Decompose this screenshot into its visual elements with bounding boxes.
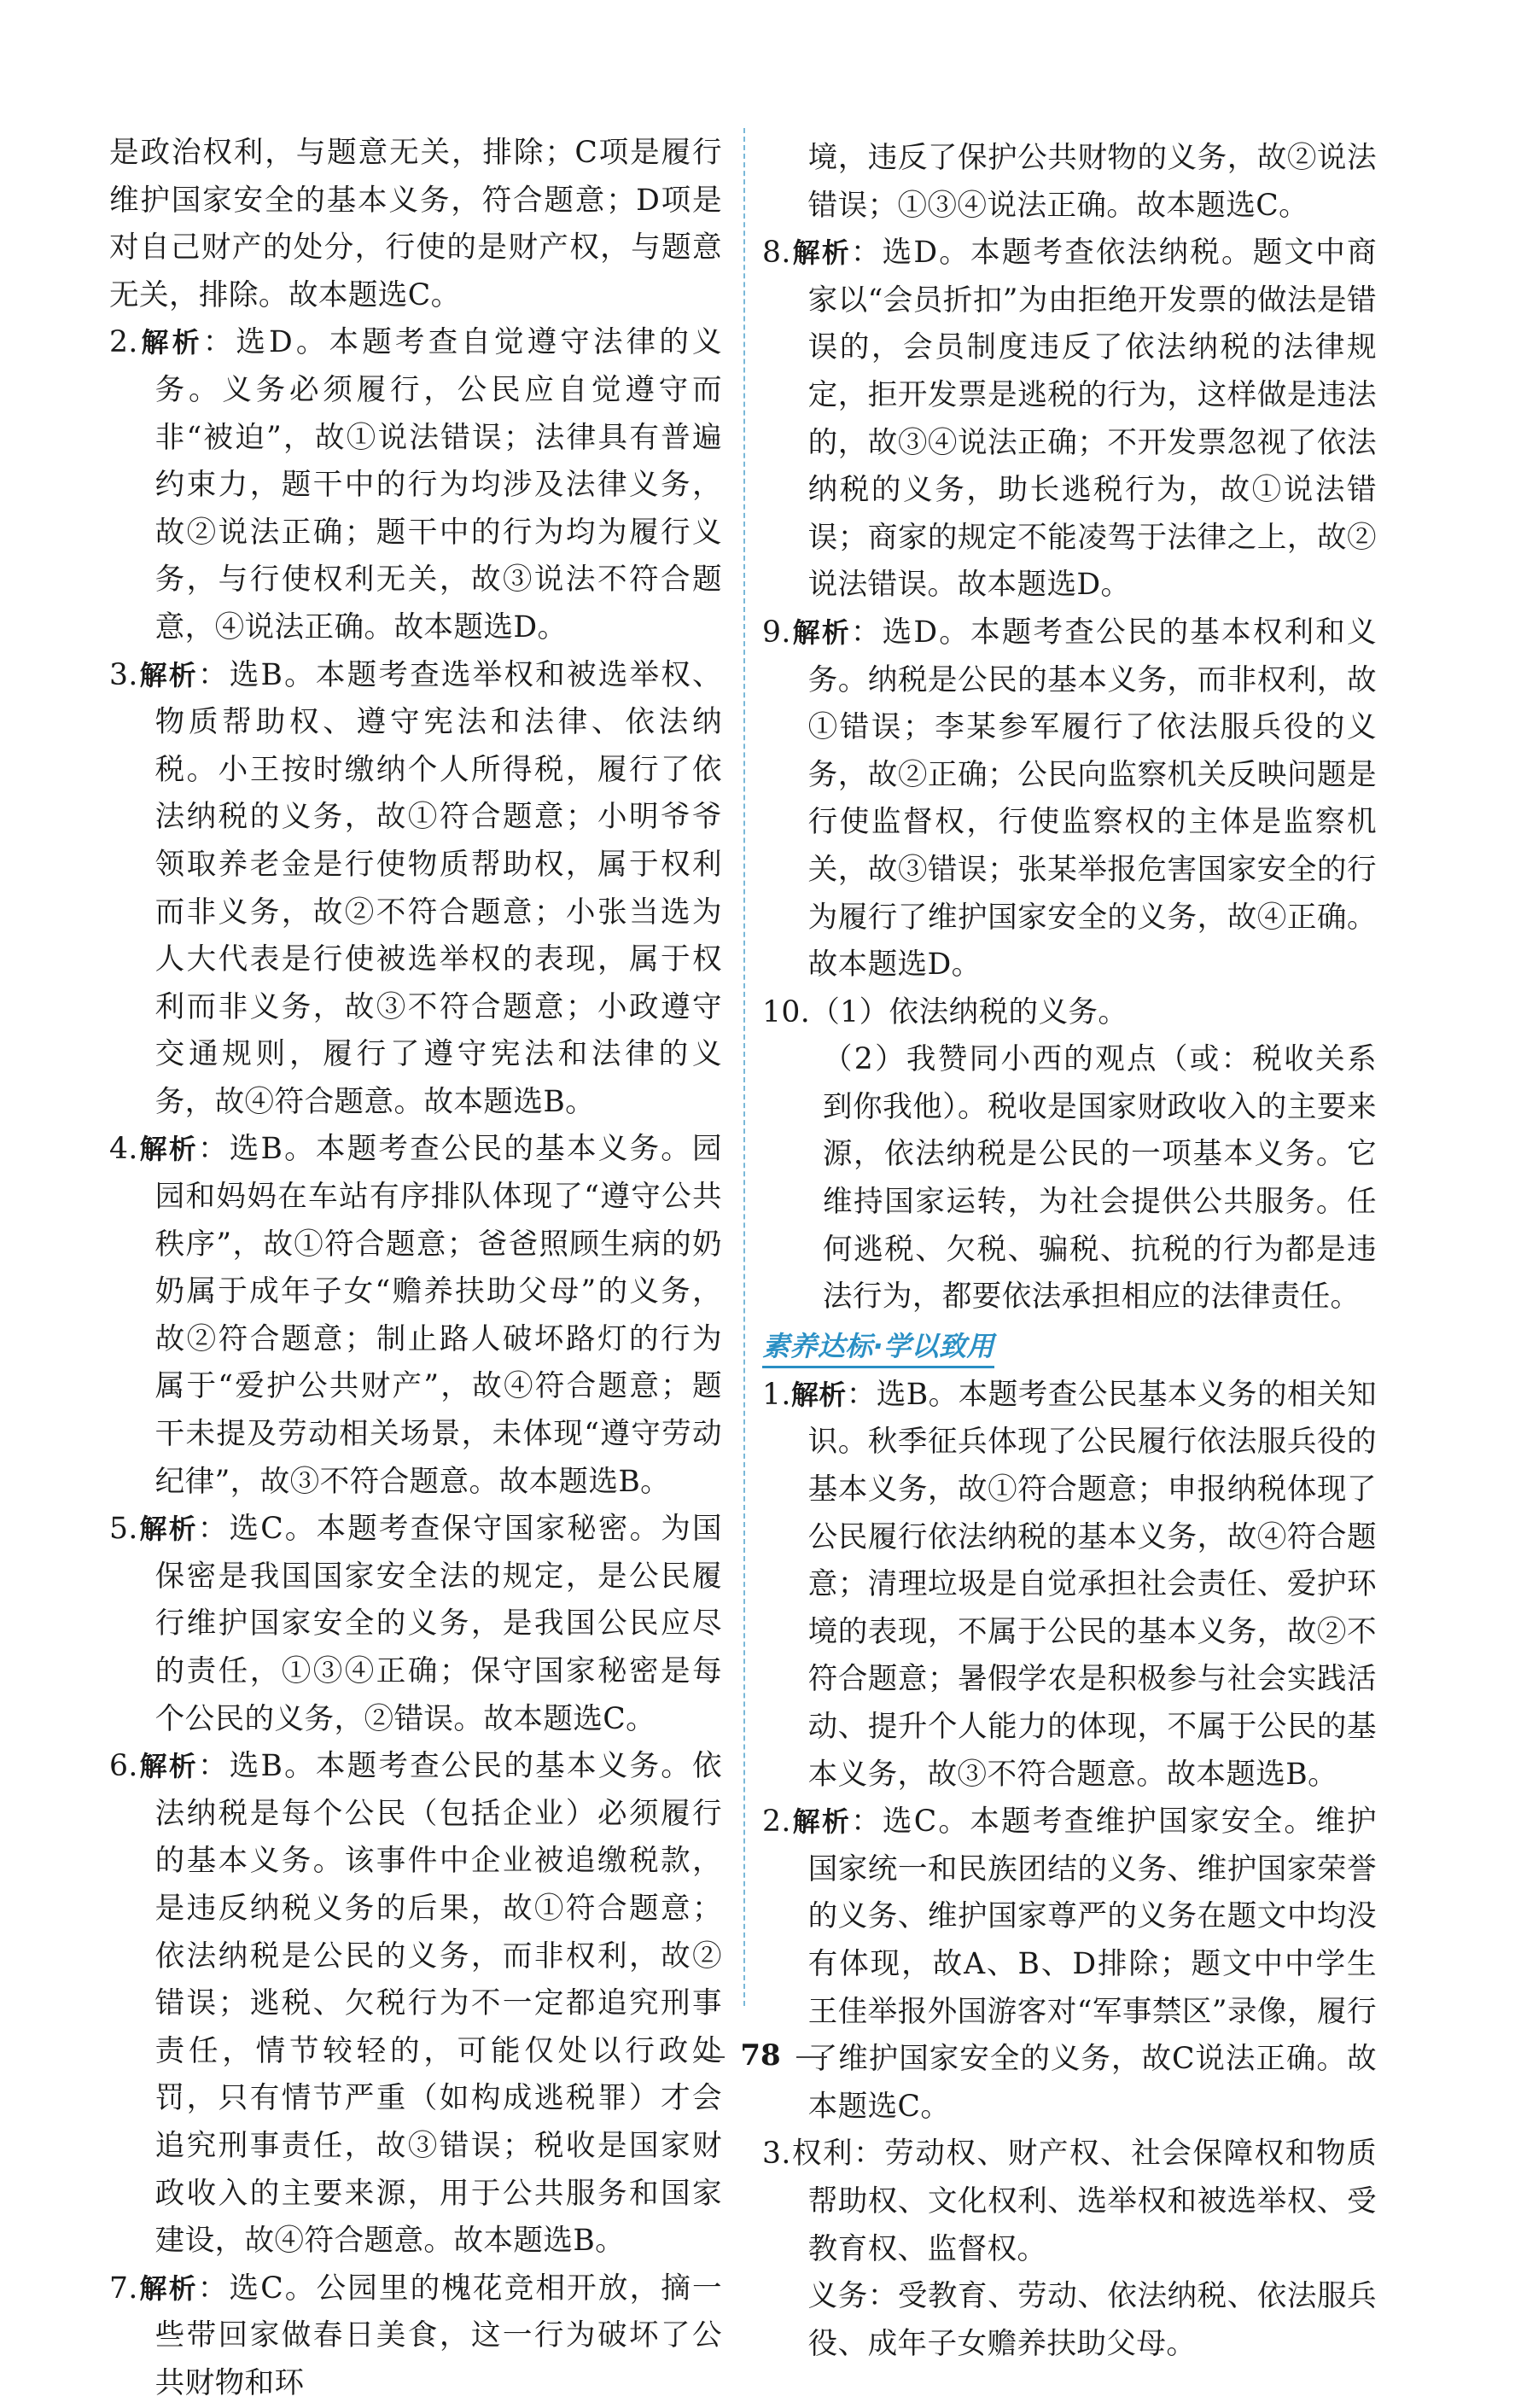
item-number: 3. [109,657,138,692]
analysis-label: 解析 [790,236,851,270]
item-number: 3. [762,2137,791,2172]
analysis-label: 解析 [790,615,851,649]
answer-item [109,652,722,1127]
analysis-label: 解析 [790,1805,852,1839]
analysis-label: 解析 [137,2271,198,2305]
answer-item [762,609,1377,989]
answer-part-2: （2）我赞同小西的观点（或：税收关系到你我他）。税收是国家财政收入的主要来源，依法纳税是公民的一项基本义务。它维持国家运转，为社会提供公共服务。任何逃税、欠税、骗税、抗税的行为都是违法行为，都要依法承担相应的法律责任。 [822,1042,1377,1315]
analysis-text: ：选C。本题考查保守国家秘密。为国保密是我国国家安全法的规定，是公民履行维护国家安全的义务，是我国公民应尽的责任，①③④正确；保守国家秘密是每个公民的义务，②错误。故本题选C。 [154,1512,722,1736]
item-number: 2. [109,325,138,360]
item-number: 5. [109,1512,138,1547]
left-items [109,319,722,2407]
analysis-label: 解析 [137,1133,198,1166]
analysis-label: 解析 [137,1513,198,1546]
item-number: 1. [762,1377,791,1412]
analysis-text: ：选C。公园里的槐花竞相开放，摘一些带回家做春日美食，这一行为破坏了公共财物和环 [154,2271,722,2400]
analysis-text: ：选D。本题考查公民的基本权利和义务。纳税是公民的基本义务，而非权利，故①错误；李某参军履行了依法服兵役的义务，故②正确；公民向监察机关反映问题是行使监督权，行使监察权的主体是监察机关，故③错误；张某举报危害国家安全的行为履行了维护国家安全的义务，故④正确。故本题选D。 [807,615,1377,982]
item-7-continuation: 境，违反了保护公共财物的义务，故②说法错误；①③④说法正确。故本题选C。 [807,141,1377,223]
section-title: 素养达标·学以致用 [762,1326,994,1368]
answer-item [762,1372,1377,1799]
duties-list: 义务：受教育、劳动、依法纳税、依法服兵役、成年子女赡养扶助父母。 [807,2279,1377,2361]
item-number: 4. [109,1132,138,1167]
analysis-label: 解析 [137,1750,198,1783]
answer-item [109,1126,722,1506]
right-column [762,135,1377,2368]
analysis-text: ：选D。本题考查自觉遵守法律的义务。义务必须履行，公民应自觉遵守而非“被迫”，故①说法错误；法律具有普遍约束力，题干中的行为均涉及法律义务，故②说法正确；题干中的行为均为履行义务，与行使权利无关，故③说法不符合题意，④说法正确。故本题选D。 [154,325,722,644]
right-items [762,230,1377,989]
item-number: 8. [762,236,791,271]
answer-item-10 [762,989,1377,1037]
intro-paragraph: 是政治权利，与题意无关，排除；C项是履行维护国家安全的基本义务，符合题意；D项是对自己财产的处分，行使的是财产权，与题意无关，排除。故本题选C。 [109,136,722,312]
page-dash-right [796,2056,827,2058]
answer-item [762,1799,1377,2131]
answer-item [762,230,1377,609]
item-number: 2. [762,1805,791,1840]
answer-item [109,1743,722,2265]
page-number [0,2038,1521,2073]
answer-part-1: （1）依法纳税的义务。 [810,994,1128,1029]
item-number: 6. [109,1749,138,1784]
analysis-text: ：选B。本题考查选举权和被选举权、物质帮助权、遵守宪法和法律、依法纳税。小王按时缴纳个人所得税，履行了依法纳税的义务，故①符合题意；小明爷爷领取养老金是行使物质帮助权，属于权利而非义务，故②不符合题意；小张当选为人大代表是行使被选举权的表现，属于权利而非义务，故③不符合题意；小政遵守交通规则，履行了遵守宪法和法律的义务，故④符合题意。故本题选B。 [154,657,722,1119]
answer-item [109,2265,722,2408]
analysis-label: 解析 [790,1378,847,1411]
item-number: 7. [109,2271,138,2306]
page-number-text: 78 [740,2038,781,2073]
analysis-label: 解析 [137,326,203,359]
analysis-label: 解析 [137,658,198,691]
analysis-text: ：选B。本题考查公民的基本义务。依法纳税是每个公民（包括企业）必须履行的基本义务。该事件中企业被追缴税款，是违反纳税义务的后果，故①符合题意；依法纳税是公民的义务，而非权利，故②错误；逃税、欠税行为不一定都追究刑事责任，情节较轻的，可能仅处以行政处罚，只有情节严重（如构成逃税罪）才会追究刑事责任，故③错误；税收是国家财政收入的主要来源，用于公共服务和国家建设，故④符合题意。故本题选B。 [154,1749,722,2259]
analysis-text: ：选C。本题考查维护国家安全。维护国家统一和民族团结的义务、维护国家荣誉的义务、维护国家尊严的义务在题文中均没有体现，故A、B、D排除；题文中中学生王佳举报外国游客对“军事禁区”录像，履行了维护国家安全的义务，故C说法正确。故本题选C。 [807,1805,1377,2124]
column-divider [743,128,745,2006]
item-number: 10. [762,994,811,1029]
rights-list: 权利：劳动权、财产权、社会保障权和物质帮助权、文化权利、选举权和被选举权、受教育权、监督权。 [790,2137,1377,2266]
answer-item-3 [762,2131,1377,2273]
analysis-text: ：选D。本题考查依法纳税。题文中商家以“会员折扣”为由拒绝开发票的做法是错误的，会员制度违反了依法纳税的法律规定，拒开发票是逃税的行为，这样做是违法的，故③④说法正确；不开发票忽视了依法纳税的义务，助长逃税行为，故①说法错误；商家的规定不能凌驾于法律之上，故②说法错误。故本题选D。 [807,236,1377,603]
answer-item [109,1506,722,1743]
item-number: 9. [762,615,791,650]
section-items [762,1372,1377,2131]
answer-item [109,319,722,651]
page-dash-left [694,2056,725,2058]
analysis-text: ：选B。本题考查公民基本义务的相关知识。秋季征兵体现了公民履行依法服兵役的基本义务，故①符合题意；申报纳税体现了公民履行依法纳税的基本义务，故④符合题意；清理垃圾是自觉承担社会责任、爱护环境的表现，不属于公民的基本义务，故②不符合题意；暑假学农是积极参与社会实践活动、提升个人能力的体现，不属于公民的基本义务，故③不符合题意。故本题选B。 [807,1377,1377,1792]
analysis-text: ：选B。本题考查公民的基本义务。园园和妈妈在车站有序排队体现了“遵守公共秩序”，故①符合题意；爸爸照顾生病的奶奶属于成年子女“赡养扶助父母”的义务，故②符合题意；制止路人破坏路灯的行为属于“爱护公共财产”，故④符合题意；题干未提及劳动相关场景，未体现“遵守劳动纪律”，故③不符合题意。故本题选B。 [154,1132,722,1499]
